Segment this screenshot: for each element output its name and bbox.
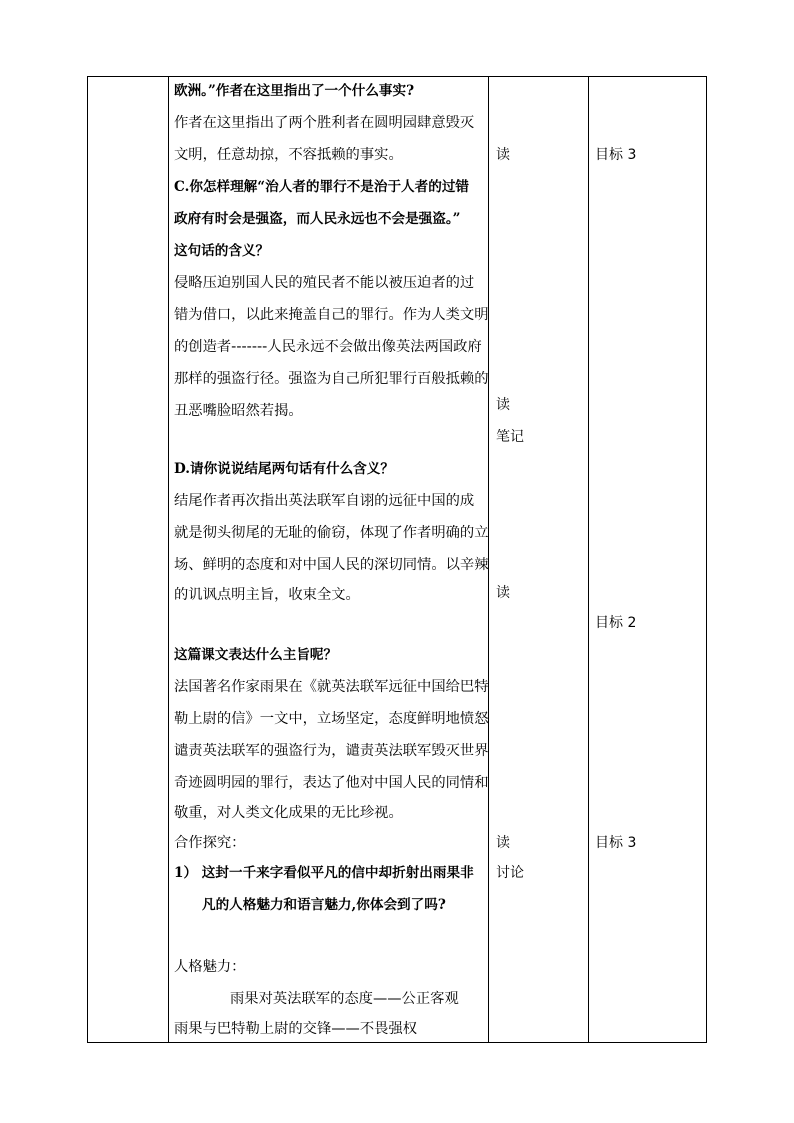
answer-text: 文明，任意劫掠，不容抵赖的事实。 (174, 147, 403, 163)
answer-text: 就是彻头彻尾的无耻的偷窃，体现了作者明确的立 (174, 525, 489, 541)
answer-text: 错为借口，以此来掩盖自己的罪行。作为人类文明 (174, 307, 489, 323)
question-text: 政府有时会是强盗，而人民永远也不会是强盗。” (174, 211, 461, 227)
section-heading: 合作探究： (174, 835, 246, 851)
answer-text: 法国著名作家雨果在《就英法联军远征中国给巴特 (174, 679, 489, 695)
answer-text: 场、鲜明的态度和对中国人民的深切同情。以辛辣 (174, 557, 489, 573)
answer-text: 的讥讽点明主旨，收束全文。 (174, 587, 360, 603)
activity-label: 讨论 (496, 865, 524, 881)
answer-text: 勒上尉的信》一文中，立场坚定，态度鲜明地愤怒 (174, 711, 489, 727)
answer-text: 作者在这里指出了两个胜利者在圆明园肆意毁灭 (174, 115, 475, 131)
activity-label: 读 (496, 835, 510, 851)
question-text: 欧洲。”作者在这里指出了一个什么事实? (174, 83, 415, 99)
lesson-table (87, 76, 707, 1043)
activity-label: 读 (496, 147, 510, 163)
content-column (174, 77, 489, 1042)
answer-text: 奇迹圆明园的罪行，表达了他对中国人民的同情和 (174, 775, 489, 791)
question-text: D.请你说说结尾两句话有什么含义？ (174, 461, 394, 477)
goal-column (595, 77, 705, 1042)
question-text: 凡的人格魅力和语言魅力,你体会到了吗? (202, 897, 446, 913)
activity-label: 笔记 (496, 429, 524, 445)
answer-text: 那样的强盗行径。强盗为自己所犯罪行百般抵赖的 (174, 371, 489, 387)
column-divider (168, 77, 169, 1042)
section-heading: 人格魅力： (174, 959, 246, 975)
column-divider (588, 77, 589, 1042)
question-text: 1） 这封一千来字看似平凡的信中却折射出雨果非 (174, 865, 474, 881)
goal-label: 目标 3 (595, 147, 637, 163)
answer-text: 敬重，对人类文化成果的无比珍视。 (174, 805, 403, 821)
activity-label: 读 (496, 585, 510, 601)
answer-text: 的创造者-------人民永远不会做出像英法两国政府 (174, 339, 482, 355)
activity-label: 读 (496, 397, 510, 413)
answer-text: 丑恶嘴脸昭然若揭。 (174, 403, 303, 419)
goal-label: 目标 3 (595, 835, 637, 851)
goal-label: 目标 2 (595, 615, 637, 631)
answer-text: 侵略压迫别国人民的殖民者不能以被压迫者的过 (174, 275, 475, 291)
question-text: 这篇课文表达什么主旨呢？ (174, 647, 338, 663)
question-text: 这句话的含义？ (174, 243, 270, 259)
answer-text: 雨果与巴特勒上尉的交锋——不畏强权 (174, 1021, 418, 1037)
answer-text: 结尾作者再次指出英法联军自诩的远征中国的成 (174, 493, 475, 509)
answer-text: 谴责英法联军的强盗行为，谴责英法联军毁灭世界 (174, 743, 489, 759)
activity-column (496, 77, 586, 1042)
question-text: C.你怎样理解“治人者的罪行不是治于人者的过错 (174, 179, 470, 195)
answer-text: 雨果对英法联军的态度——公正客观 (230, 991, 459, 1007)
